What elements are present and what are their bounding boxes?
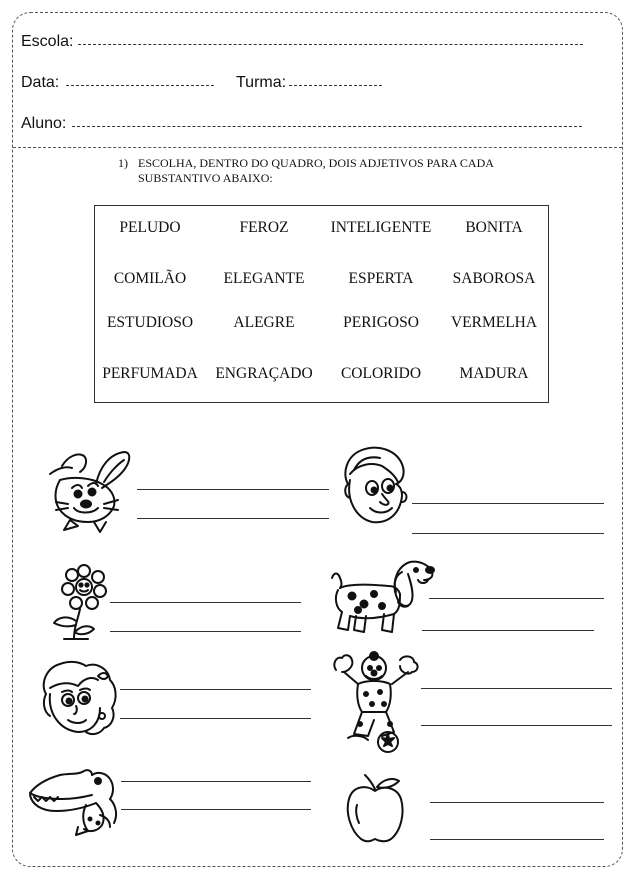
data-label: Data:: [21, 74, 60, 91]
girl-icon: [36, 658, 120, 738]
answer-line[interactable]: [412, 503, 604, 504]
data-field[interactable]: [66, 85, 214, 86]
adjective-word: VERMELHA: [450, 314, 538, 331]
answer-line[interactable]: [412, 533, 604, 534]
adjective-word: COMILÃO: [113, 270, 187, 287]
header-divider: [13, 147, 622, 148]
aluno-label: Aluno:: [21, 115, 67, 132]
alligator-icon: [26, 765, 122, 839]
adjective-word: INTELIGENTE: [330, 219, 432, 236]
answer-line[interactable]: [137, 518, 329, 519]
turma-label: Turma:: [236, 74, 287, 91]
adjective-word: MADURA: [459, 365, 529, 382]
answer-line[interactable]: [429, 598, 604, 599]
apple-icon: [345, 771, 407, 845]
rabbit-icon: [44, 446, 136, 536]
answer-line[interactable]: [110, 631, 301, 632]
answer-line[interactable]: [421, 725, 612, 726]
adjective-word: ENGRAÇADO: [215, 365, 313, 382]
answer-line[interactable]: [121, 781, 311, 782]
answer-line[interactable]: [430, 839, 604, 840]
instruction-line-1: ESCOLHA, DENTRO DO QUADRO, DOIS ADJETIVOS PARA CADA: [138, 156, 494, 170]
turma-field[interactable]: [289, 85, 382, 86]
worksheet-border: [12, 12, 623, 867]
clown-icon: [330, 650, 422, 754]
answer-line[interactable]: [422, 630, 594, 631]
answer-line[interactable]: [120, 718, 311, 719]
adjective-word: COLORIDO: [340, 365, 422, 382]
adjective-word: ESTUDIOSO: [106, 314, 194, 331]
answer-line[interactable]: [121, 809, 311, 810]
adjective-word: SABOROSA: [452, 270, 536, 287]
adjective-word: FEROZ: [239, 219, 289, 236]
aluno-field[interactable]: [72, 126, 582, 127]
adjective-word: PERFUMADA: [102, 365, 198, 382]
adjective-word: BONITA: [465, 219, 523, 236]
instruction: [118, 156, 494, 186]
answer-line[interactable]: [430, 802, 604, 803]
escola-label: Escola:: [21, 33, 74, 50]
answer-line[interactable]: [120, 689, 311, 690]
answer-line[interactable]: [421, 688, 612, 689]
instruction-line-2: SUBSTANTIVO ABAIXO:: [138, 171, 273, 185]
adjective-word: ESPERTA: [348, 270, 414, 287]
adjective-word: PERIGOSO: [343, 314, 419, 331]
answer-line[interactable]: [137, 489, 329, 490]
dog-icon: [328, 558, 436, 638]
answer-line[interactable]: [110, 602, 301, 603]
adjective-word: ELEGANTE: [223, 270, 305, 287]
escola-field[interactable]: [78, 44, 583, 45]
instruction-number: 1): [118, 156, 128, 170]
adjective-word: PELUDO: [119, 219, 181, 236]
flower-icon: [50, 565, 110, 643]
boy-icon: [336, 444, 412, 528]
adjective-word: ALEGRE: [233, 314, 295, 331]
